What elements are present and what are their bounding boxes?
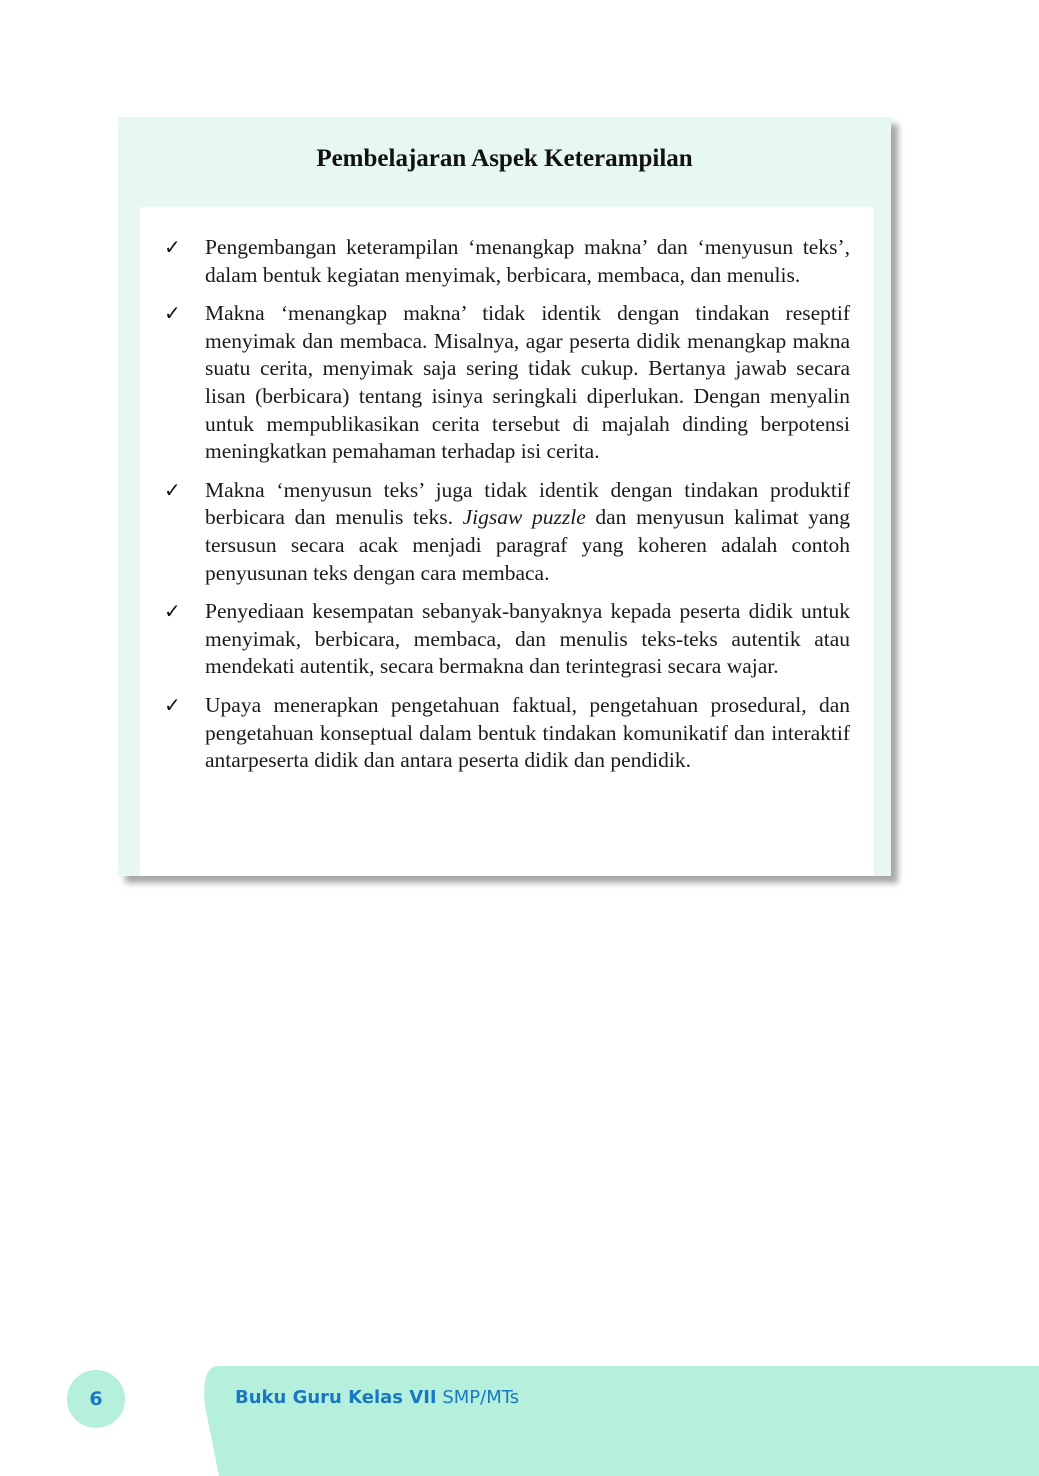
box-title: Pembelajaran Aspek Keterampilan bbox=[316, 145, 693, 172]
check-icon: ✓ bbox=[164, 692, 181, 717]
item-text: Makna ‘menangkap makna’ tidak identik dengan tindakan reseptif menyimak dan membaca. Misalnya, agar peserta didik menangkap makna suatu cerita, menyimak saja sering tidak cukup. Bertanya jawab secara lisan (berbicara) tentang isinya seringkali diperlukan. Dengan menyalin untuk mempublikasikan cerita tersebut di majalah dinding berpotensi meningkatkan pemahaman terhadap isi cerita. bbox=[205, 301, 850, 464]
footer-title-rest: SMP/MTs bbox=[442, 1387, 520, 1408]
item-text-italic: Jigsaw puzzle bbox=[462, 505, 586, 530]
check-icon: ✓ bbox=[164, 235, 181, 259]
list-item bbox=[140, 300, 874, 466]
item-text: Makna ‘menyusun teks’ juga tidak identik dengan tindakan produktif berbicara dan menulis teks. bbox=[205, 477, 850, 530]
check-icon: ✓ bbox=[164, 599, 181, 624]
item-text: Pengembangan keterampilan ‘menangkap makna’ dan ‘menyusun teks’, dalam bentuk kegiatan menyimak, berbicara, membaca, dan menulis. bbox=[205, 235, 850, 287]
footer-book-title bbox=[235, 1387, 519, 1408]
list-item bbox=[140, 234, 874, 289]
list-item bbox=[140, 692, 874, 775]
check-icon: ✓ bbox=[164, 477, 181, 502]
checklist bbox=[140, 234, 874, 786]
footer-band bbox=[195, 1366, 1039, 1476]
item-text: dan menyusun kalimat yang tersusun secara acak menjadi paragraf yang koheren adalah contoh penyusunan teks dengan cara membaca. bbox=[205, 505, 850, 585]
box-content bbox=[140, 207, 874, 876]
item-text: Penyediaan kesempatan sebanyak-banyaknya kepada peserta didik untuk menyimak, berbicara, membaca, dan menulis teks-teks autentik atau mendekati autentik, secara bermakna dan terintegrasi secara wajar. bbox=[205, 599, 850, 679]
list-item bbox=[140, 598, 874, 681]
page-number: 6 bbox=[67, 1370, 125, 1428]
info-box bbox=[118, 117, 891, 876]
list-item bbox=[140, 477, 874, 587]
item-text: Upaya menerapkan pengetahuan faktual, pengetahuan prosedural, dan pengetahuan konseptual dalam bentuk tindakan komunikatif dan interaktif antarpeserta didik dan antara peserta didik dan pendidik. bbox=[205, 692, 850, 773]
check-icon: ✓ bbox=[164, 301, 181, 326]
footer-title-bold: Buku Guru Kelas VII bbox=[235, 1387, 437, 1408]
